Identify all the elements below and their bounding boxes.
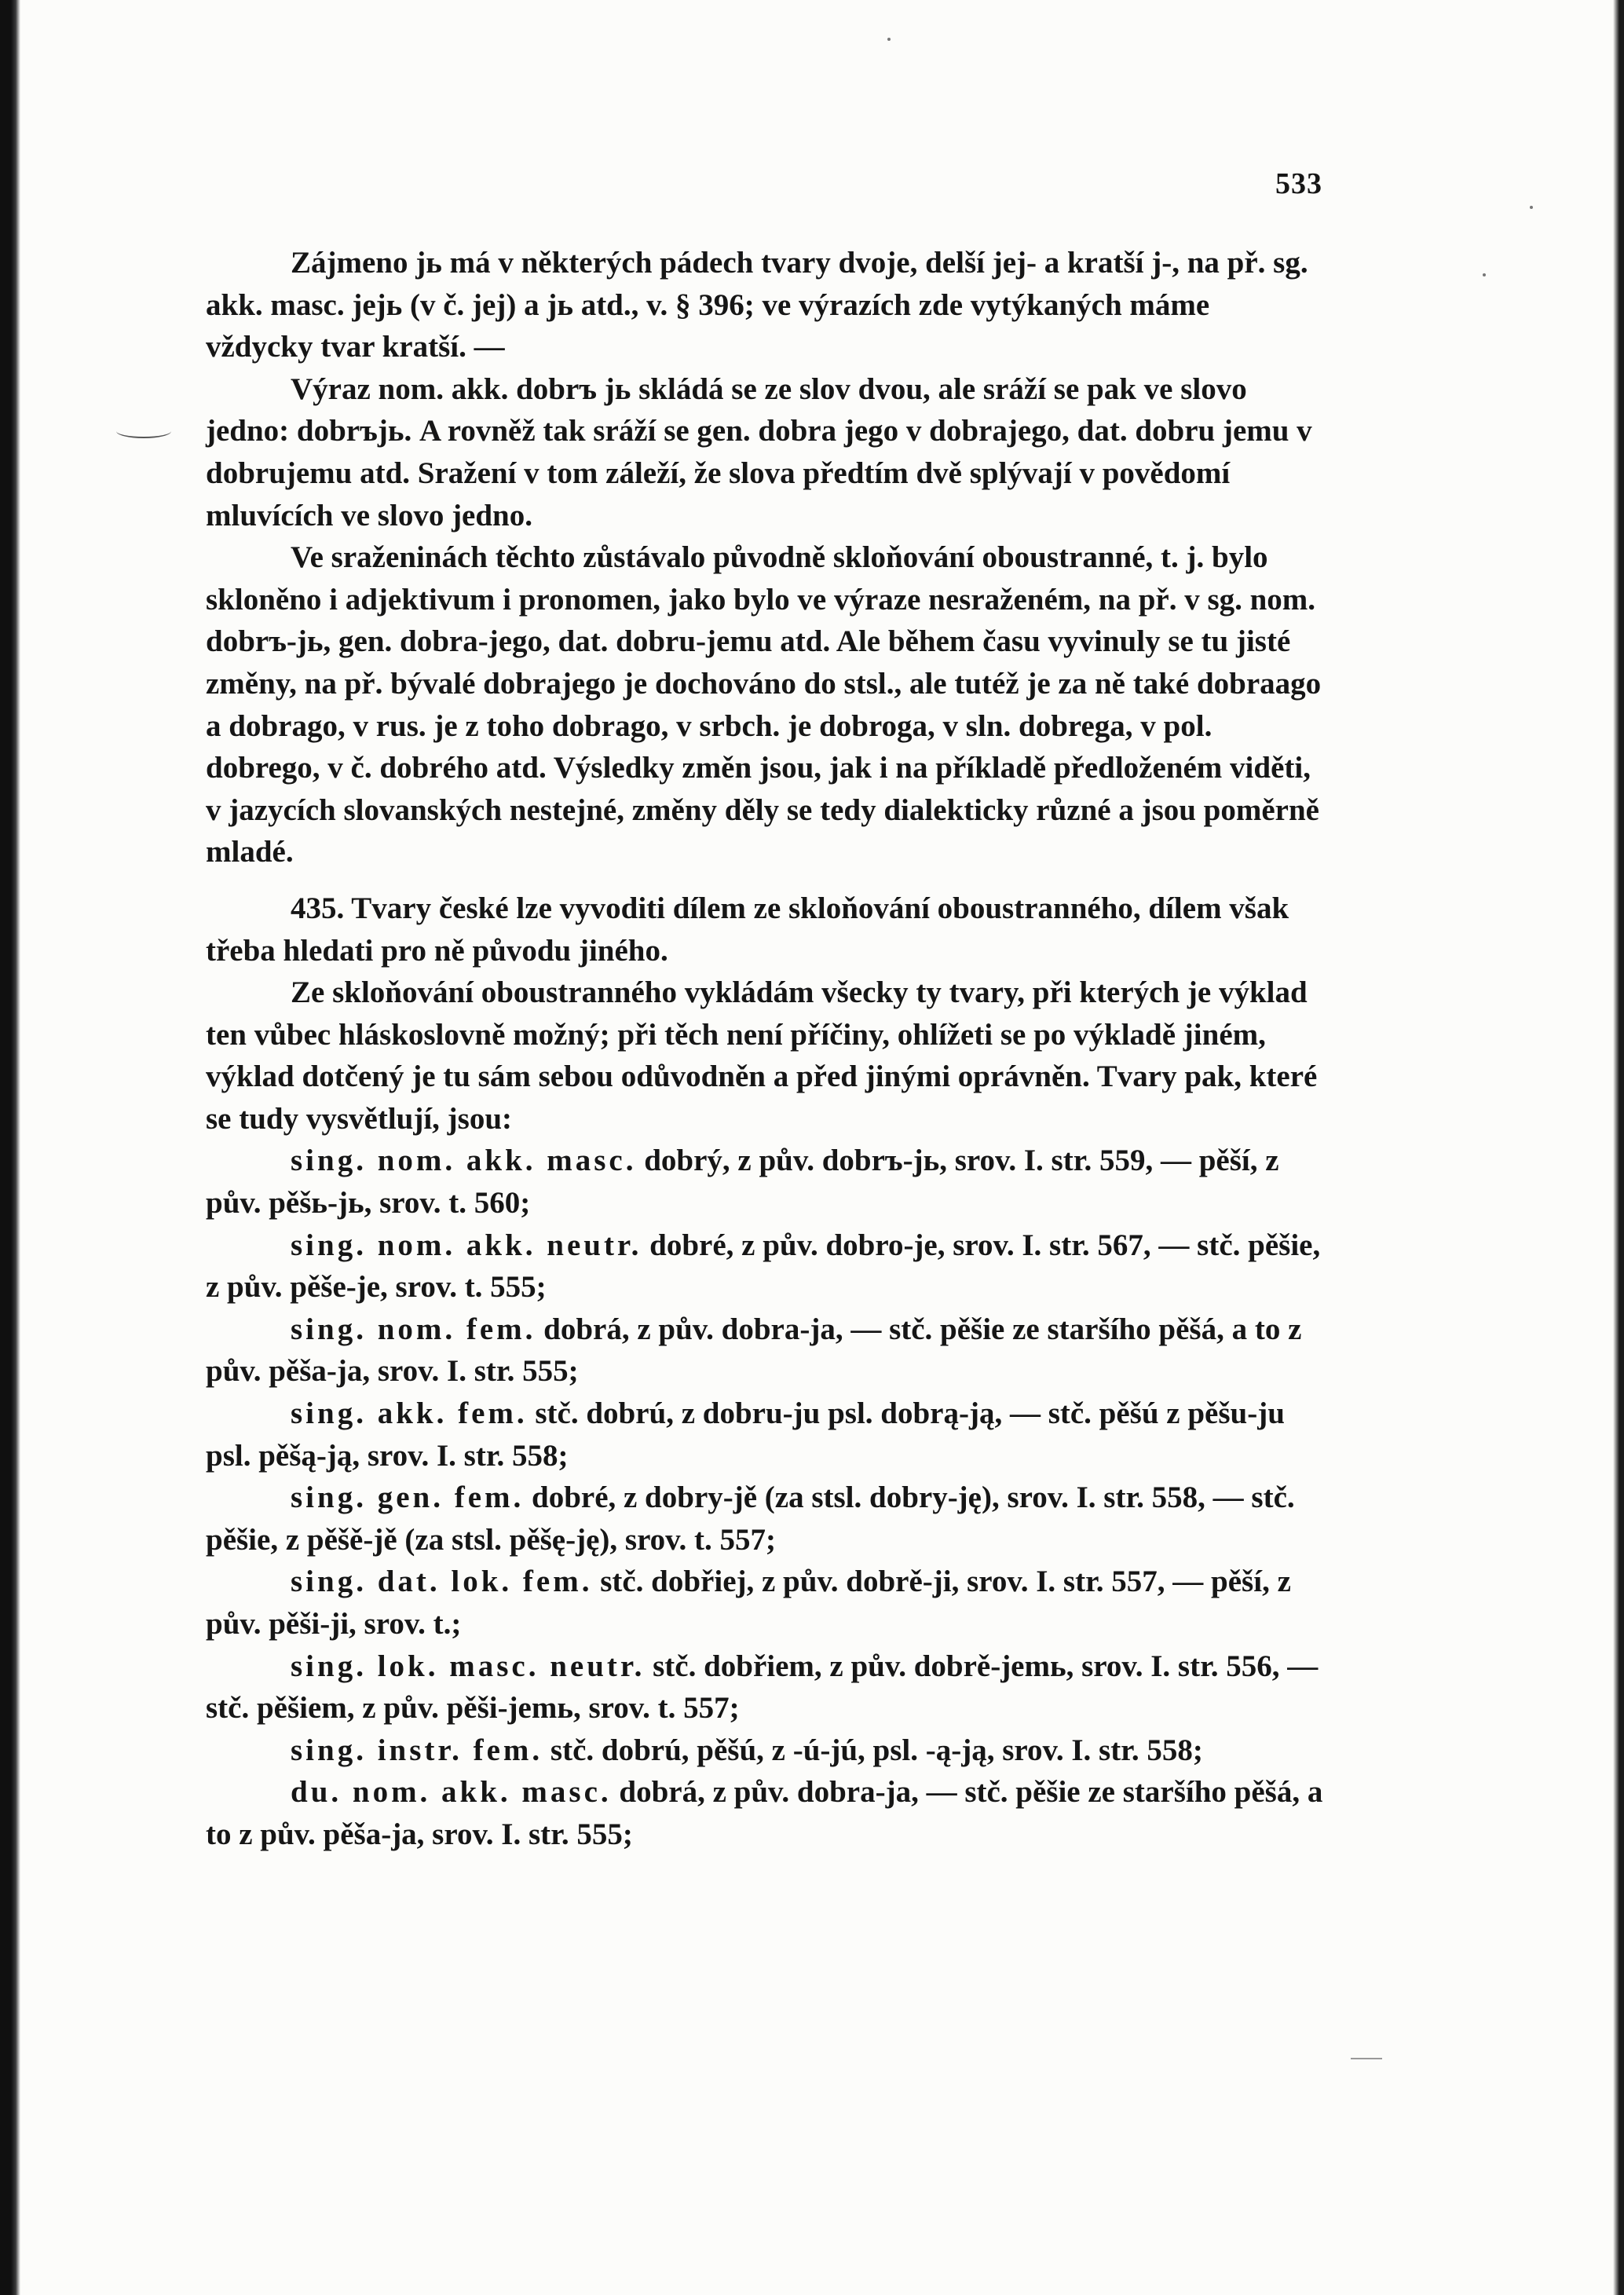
scan-right-edge [1613, 0, 1624, 2295]
example-entry [206, 1140, 1324, 1224]
example-text: dobrá, z pův. dobra-ja, — stč. pěšie ze staršího pěšá, a to z pův. pěša-ja, srov. I. str. 555; [206, 1312, 1302, 1389]
paragraph-declension-history: Ve sraženinách těchto zůstávalo původně skloňování oboustranné, t. j. bylo skloněno i adjektivum i pronomen, jako bylo ve výraze nesraženém, na př. v sg. nom. dobrъ-jь, gen. dobra-jego, dat. dobru-jemu atd. Ale během času vyvinuly se tu jisté změny, na př. bývalé dobrajego je dochováno do stsl., ale tutéž je za ně také dobraago a dobrago, v rus. je z toho dobrago, v srbch. je dobroga, v sln. dobrega, v pol. dobrego, v č. dobrého atd. Výsledky změn jsou, jak i na příkladě předloženém viděti, v jazycích slovanských nestejné, změny děly se tedy dialekticky různé a jsou poměrně mladé. [206, 540, 1322, 869]
example-label: sing. instr. fem. [291, 1733, 543, 1767]
example-label: sing. nom. akk. neutr. [291, 1228, 642, 1262]
example-label: sing. lok. masc. neutr. [291, 1649, 646, 1683]
page-number: 533 [1275, 167, 1322, 200]
example-label: sing. nom. akk. masc. [291, 1144, 637, 1178]
example-text: dobrá, z pův. dobra-ja, — stč. pěšie ze staršího pěšá, a to z pův. pěša-ja, srov. I. str. 555; [206, 1775, 1323, 1851]
example-entry [206, 1729, 1324, 1772]
example-entry [206, 1309, 1324, 1393]
example-entry [206, 1771, 1324, 1855]
scan-speck [1530, 206, 1533, 209]
example-entry [206, 1645, 1324, 1729]
example-text: stč. dobrú, pěšú, z -ú-jú, psl. -ą-ją, srov. I. str. 558; [550, 1733, 1203, 1767]
paragraph-contraction: Výraz nom. akk. dobrъ jь skládá se ze slov dvou, ale sráží se pak ve slovo jedno: dobrъjь. A rovněž tak sráží se gen. dobra jego v dobrajego, dat. dobru jemu v dobrujemu atd. Sražení v tom záleží, že slova předtím dvě splývají v povědomí mluvících ve slovo jedno. [206, 372, 1312, 533]
example-text: dobré, z pův. dobro-je, srov. I. str. 567, — stč. pěšie, z pův. pěše-je, srov. t. 555; [206, 1228, 1321, 1305]
scan-speck [1351, 2058, 1382, 2059]
section-435 [206, 888, 1324, 972]
example-entry [206, 1393, 1324, 1477]
paragraph-pronoun-forms: Zájmeno jь má v některých pádech tvary dvoje, delší jej- a kratší j-, na př. sg. akk. masc. jejь (v č. jej) a jь atd., v. § 396; ve výrazích zde vytýkaných máme vždycky tvar kratší. — [206, 246, 1308, 364]
example-text: dobrý, z pův. dobrъ-jь, srov. I. str. 559, — pěší, z pův. pěšь-jь, srov. t. 560; [206, 1144, 1279, 1221]
section-435-text: Tvary české lze vyvoditi dílem ze skloňování oboustranného, dílem však třeba hledati pro ně původu jiného. [206, 891, 1289, 968]
margin-pencil-mark [116, 424, 171, 438]
example-text: stč. dobřiem, z pův. dobrě-jemь, srov. I. str. 556, — stč. pěšiem, z pův. pěši-jemь, srov. t. 557; [206, 1649, 1319, 1726]
scan-speck [1483, 273, 1486, 276]
example-entry [206, 1477, 1324, 1561]
scan-left-edge [0, 0, 20, 2295]
example-text: stč. dobrú, z dobru-ju psl. dobrą-ją, — stč. pěšú z pěšu-ju psl. pěšą-ją, srov. I. str. 558; [206, 1396, 1285, 1473]
example-entry [206, 1561, 1324, 1645]
page-body [206, 242, 1324, 1856]
example-entry [206, 1224, 1324, 1309]
example-label: sing. akk. fem. [291, 1396, 528, 1431]
example-label: du. nom. akk. masc. [291, 1775, 612, 1810]
example-label: sing. dat. lok. fem. [291, 1565, 593, 1599]
paragraph-explanation: Ze skloňování oboustranného vykládám všecky ty tvary, při kterých je výklad ten vůbec hláskoslovně možný; při těch není příčiny, ohlížeti se po výkladě jiném, výklad dotčený je tu sám sebou odůvodněn a před jinými oprávněn. Tvary pak, které se tudy vysvětlují, jsou: [206, 975, 1318, 1136]
scan-speck [887, 38, 891, 41]
example-label: sing. nom. fem. [291, 1312, 536, 1346]
example-label: sing. gen. fem. [291, 1481, 525, 1515]
example-text: stč. dobřiej, z pův. dobrě-ji, srov. I. str. 557, — pěší, z pův. pěši-ji, srov. t.; [206, 1565, 1291, 1641]
example-text: dobré, z dobry-jě (za stsl. dobry-ję), srov. I. str. 558, — stč. pěšie, z pěšě-jě (za stsl. pěšę-ję), srov. t. 557; [206, 1481, 1295, 1557]
section-number: 435. [291, 891, 345, 925]
